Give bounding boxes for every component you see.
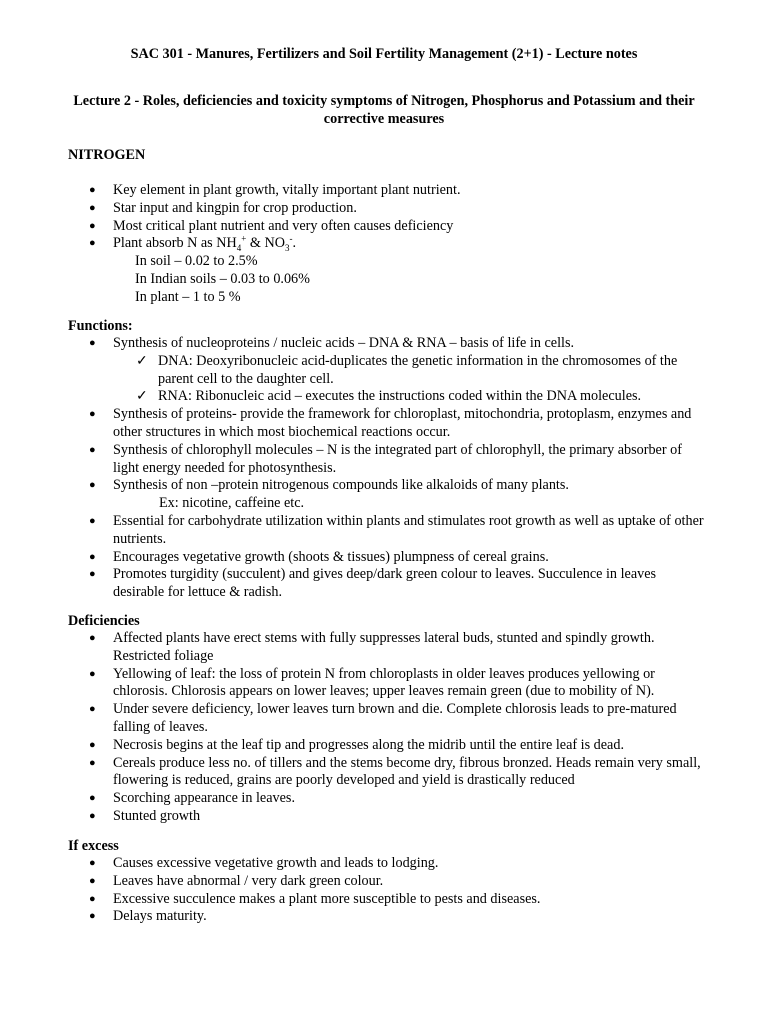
bullet-icon: ●: [89, 738, 96, 751]
nitrogen-points-list: [68, 182, 708, 307]
list-item: ✓ DNA: Deoxyribonucleic acid-duplicates the genetic information in the chromosomes of the parent cell to the daughter cell.: [136, 352, 678, 387]
bullet-icon: ●: [89, 792, 96, 805]
bullet-icon: ●: [89, 703, 96, 716]
bullet-icon: ●: [89, 910, 96, 923]
bullet-icon: ●: [89, 237, 96, 250]
content-in-plant: In plant – 1 to 5 %: [135, 288, 241, 305]
absorb-formula: Plant absorb N as $NH_4^+$ & $NO_3^-$.: [113, 233, 296, 254]
bullet-icon: ●: [89, 550, 96, 563]
deficiencies-list: [68, 630, 708, 826]
bullet-icon: ●: [89, 337, 96, 349]
functions-list: [68, 335, 708, 602]
list-item: ● Essential for carbohydrate utilization within plants and stimulates root growth as well as uptake of other nutrients.: [89, 512, 704, 547]
list-item: ● Synthesis of non –protein nitrogenous compounds like alkaloids of many plants. Ex: nicotine, caffeine etc.: [68, 477, 708, 513]
document-title: SAC 301 - Manures, Fertilizers and Soil Fertility Management (2+1) - Lecture notes: [130, 46, 638, 62]
section-heading-functions: Functions:: [68, 318, 133, 334]
bullet-icon: ●: [89, 201, 96, 214]
list-item: ● Encourages vegetative growth (shoots & tissues) plumpness of cereal grains.: [89, 548, 549, 565]
lecture-title: Lecture 2 - Roles, deficiencies and toxicity symptoms of Nitrogen, Phosphorus and Potassium and their corrective measures: [73, 93, 695, 127]
section-heading-excess: If excess: [68, 838, 119, 854]
list-item: ✓ RNA: Ribonucleic acid – executes the instructions coded within the DNA molecules.: [136, 388, 642, 405]
list-item: ● Delays maturity.: [89, 908, 207, 925]
list-item: ● Stunted growth: [89, 807, 201, 824]
bullet-icon: ●: [89, 408, 96, 421]
list-item: ● Cereals produce less no. of tillers and the stems become dry, fibrous bronzed. Heads remain very small, flowering is reduced, grains are poorly developed and yield is drastically reduced: [89, 754, 701, 789]
section-heading-nitrogen: NITROGEN: [68, 147, 146, 163]
list-item: ● Yellowing of leaf: the loss of protein N from chloroplasts in older leaves produces yellowing or chlorosis. Chlorosis appears on lower leaves; upper leaves remain green (due to mobility of N).: [89, 665, 655, 700]
bullet-icon: ●: [89, 809, 96, 822]
bullet-icon: ●: [89, 514, 96, 527]
list-item: ● Synthesis of chlorophyll molecules – N is the integrated part of chlorophyll, the primary absorber of light energy needed for photosynthesis.: [89, 441, 682, 476]
bullet-icon: ●: [89, 874, 96, 887]
checkmark-icon: ✓: [136, 388, 148, 405]
bullet-icon: ●: [89, 479, 96, 492]
bullet-icon: ●: [89, 756, 96, 769]
list-item: ● Affected plants have erect stems with fully suppresses lateral buds, stunted and spindly growth. Restricted foliage: [89, 630, 655, 664]
checkmark-icon: ✓: [136, 352, 148, 369]
list-item: ● Synthesis of nucleoproteins / nucleic acids – DNA & RNA – basis of life in cells. ✓ DNA: Deoxyribonucleic acid-duplicates the genetic information in the chromosomes of the parent cell to the daughter cell. ✓ RNA: Ribonucleic acid – executes the instructions coded within the DNA molecules.: [68, 335, 708, 406]
bullet-icon: ●: [89, 219, 96, 232]
list-item: ● Excessive succulence makes a plant more susceptible to pests and diseases.: [89, 890, 541, 907]
list-item: ● Scorching appearance in leaves.: [89, 790, 295, 807]
example-line: Ex: nicotine, caffeine etc.: [159, 495, 305, 512]
bullet-icon: ●: [89, 568, 96, 581]
list-item: ● Necrosis begins at the leaf tip and progresses along the midrib until the entire leaf is dead.: [89, 736, 624, 753]
nucleic-acid-list: [113, 353, 708, 406]
list-item: ● Most critical plant nutrient and very often causes deficiency: [89, 217, 454, 234]
bullet-icon: ●: [89, 443, 96, 456]
content-in-indian-soils: In Indian soils – 0.03 to 0.06%: [135, 270, 310, 287]
bullet-icon: ●: [89, 857, 96, 869]
list-item: ● Key element in plant growth, vitally important plant nutrient.: [89, 182, 461, 198]
list-item: ● Causes excessive vegetative growth and leads to lodging.: [89, 855, 439, 871]
list-item: ● Under severe deficiency, lower leaves turn brown and die. Complete chlorosis leads to pre-matured falling of leaves.: [89, 701, 677, 735]
content-in-soil: In soil – 0.02 to 2.5%: [135, 253, 258, 270]
list-item: ● Leaves have abnormal / very dark green colour.: [89, 872, 384, 889]
bullet-icon: ●: [89, 667, 96, 680]
list-item: ● Synthesis of proteins- provide the framework for chloroplast, mitochondria, protoplasm, enzymes and other structures in which most biochemical reactions occur.: [89, 406, 692, 440]
section-heading-deficiencies: Deficiencies: [68, 613, 140, 629]
bullet-icon: ●: [89, 632, 96, 644]
excess-list: [68, 855, 708, 926]
list-item: [68, 235, 708, 306]
list-item: ● Promotes turgidity (succulent) and gives deep/dark green colour to leaves. Succulence in leaves desirable for lettuce & radish.: [89, 566, 657, 601]
list-item: ● Star input and kingpin for crop production.: [89, 199, 357, 216]
bullet-icon: ●: [89, 892, 96, 905]
bullet-icon: ●: [89, 184, 96, 196]
